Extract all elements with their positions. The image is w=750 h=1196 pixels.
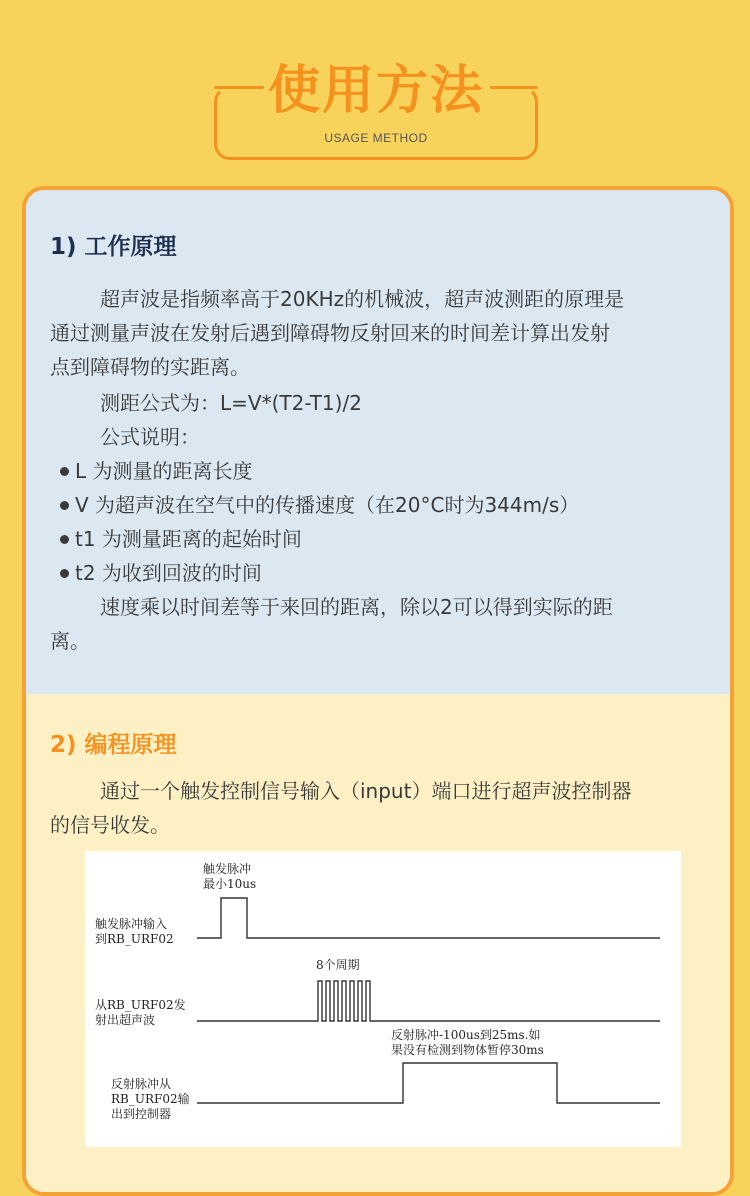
closing-line-2: 离。: [50, 629, 90, 653]
intro-line-2: 通过测量声波在发射后遇到障碍物反射回来的时间差计算出发射: [50, 321, 610, 345]
bullet-icon: [60, 569, 69, 578]
bullet-icon: [60, 501, 69, 510]
page-title: 使用方法: [267, 61, 484, 121]
burst-waveform: [197, 981, 660, 1021]
list-item: [50, 522, 302, 556]
page-subtitle: USAGE METHOD: [324, 131, 428, 145]
section-heading-programming-principle: 2) 编程原理: [50, 732, 177, 758]
intro-line-3: 点到障碍物的实距离。: [50, 355, 250, 379]
bullet-text: L 为测量的距离长度: [75, 459, 253, 483]
closing-line-1: 速度乘以时间差等于来回的距离，除以2可以得到实际的距: [100, 595, 613, 619]
timing-diagram: [85, 851, 681, 1147]
usage-card: [22, 186, 734, 1196]
trigger-pulse-waveform: [197, 898, 660, 938]
echo-pulse-waveform: [197, 1063, 660, 1103]
programming-principle-section: [26, 694, 730, 1196]
list-item: [50, 488, 579, 522]
timing-diagram-svg: [85, 851, 681, 1147]
programming-line-1: 通过一个触发控制信号输入（input）端口进行超声波控制器: [100, 779, 632, 803]
trigger-note-1: 触发脉冲: [203, 862, 252, 876]
echo-label-2: RB_URF02输: [111, 1092, 190, 1106]
emit-label-2: 射出超声波: [95, 1013, 156, 1027]
bullet-text: V 为超声波在空气中的传播速度（在20°C时为344m/s）: [75, 493, 580, 517]
bullet-icon: [60, 467, 69, 476]
echo-label-3: 出到控制器: [111, 1107, 172, 1121]
burst-note: 8个周期: [316, 958, 360, 972]
echo-label-1: 反射脉冲从: [111, 1077, 172, 1091]
list-item: [50, 556, 262, 590]
echo-note-1: 反射脉冲-100us到25ms.如: [391, 1028, 541, 1042]
programming-line-2: 的信号收发。: [50, 813, 170, 837]
emit-label-1: 从RB_URF02发: [95, 998, 186, 1012]
title-frame-left-stub: [214, 86, 264, 89]
trigger-label-2: 到RB_URF02: [95, 932, 174, 946]
echo-note-2: 果没有检测到物体暂停30ms: [391, 1043, 544, 1057]
bullet-icon: [60, 535, 69, 544]
intro-line-1: 超声波是指频率高于20KHz的机械波，超声波测距的原理是: [100, 287, 625, 311]
trigger-note-2: 最小10us: [203, 877, 257, 891]
section-heading-working-principle: 1) 工作原理: [50, 234, 177, 260]
title-frame-right-stub: [490, 86, 538, 89]
bullet-text: t1 为测量距离的起始时间: [75, 527, 302, 551]
trigger-label-1: 触发脉冲输入: [95, 917, 168, 931]
formula-text: 测距公式为：L=V*(T2-T1)/2: [100, 391, 362, 415]
formula-note: 公式说明：: [100, 425, 200, 449]
working-principle-section: [26, 190, 730, 694]
bullet-text: t2 为收到回波的时间: [75, 561, 262, 585]
list-item: [50, 454, 253, 488]
